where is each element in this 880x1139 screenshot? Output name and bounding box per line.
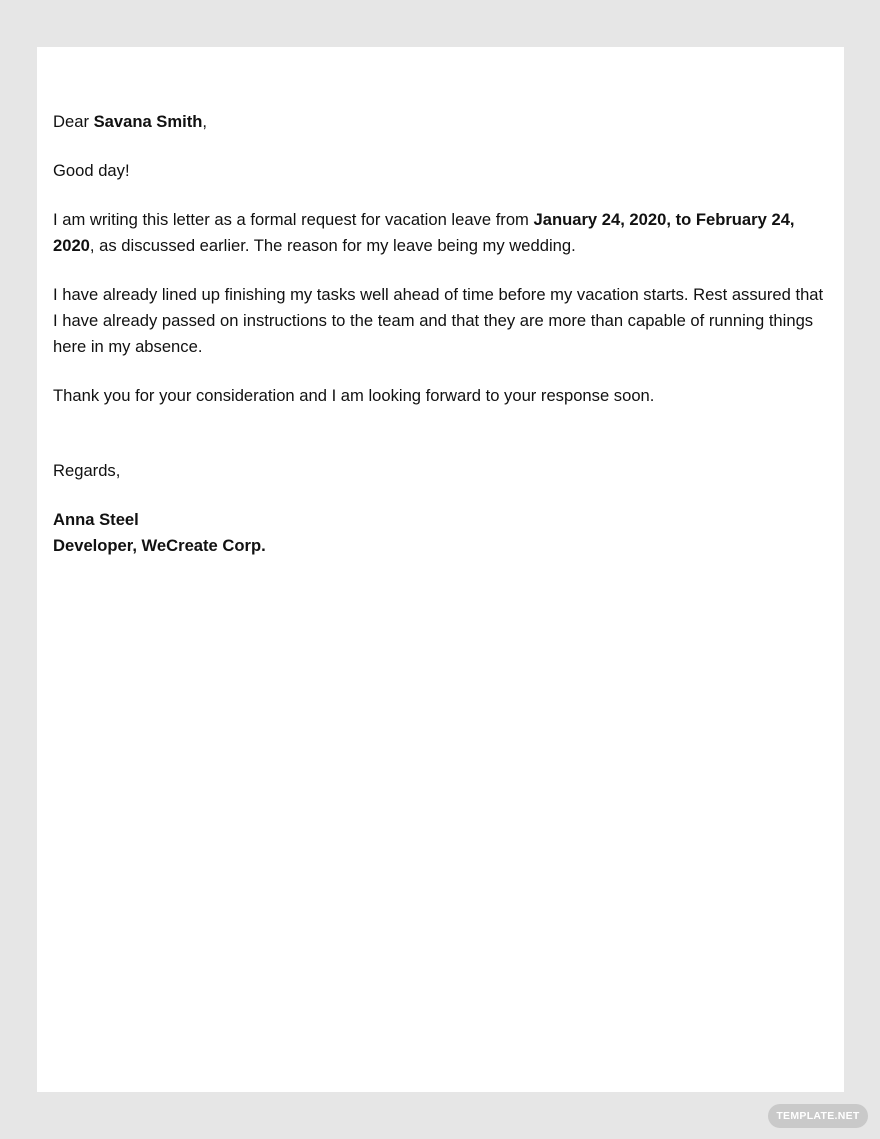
paragraph-thanks: Thank you for your consideration and I am looking forward to your response soon. bbox=[53, 386, 655, 405]
recipient-name: Savana Smith bbox=[93, 112, 203, 131]
closing-regards: Regards, bbox=[53, 461, 121, 480]
greeting: Good day! bbox=[53, 161, 130, 180]
paragraph-request bbox=[53, 207, 824, 259]
salutation-prefix: Dear bbox=[53, 112, 94, 131]
letter-page bbox=[37, 47, 844, 1092]
paragraph-handover: I have already lined up finishing my tasks well ahead of time before my vacation starts. Rest assured that I have already passed on instructions to the team and that they are more than capable of running things here in my absence. bbox=[53, 285, 824, 356]
letter-body bbox=[53, 109, 824, 559]
paragraph-request-rest: , as discussed earlier. The reason for my leave being my wedding. bbox=[89, 236, 576, 255]
signature-title: Developer, WeCreate Corp. bbox=[53, 536, 266, 555]
signature-name: Anna Steel bbox=[53, 510, 139, 529]
leave-date-range: January 24, 2020, to February 24, 2020 bbox=[53, 210, 795, 255]
paragraph-request-intro: I am writing this letter as a formal request for vacation leave from bbox=[53, 210, 534, 229]
salutation-suffix: , bbox=[202, 112, 208, 131]
template-net-watermark: TEMPLATE.NET bbox=[768, 1104, 868, 1128]
salutation bbox=[53, 109, 824, 135]
